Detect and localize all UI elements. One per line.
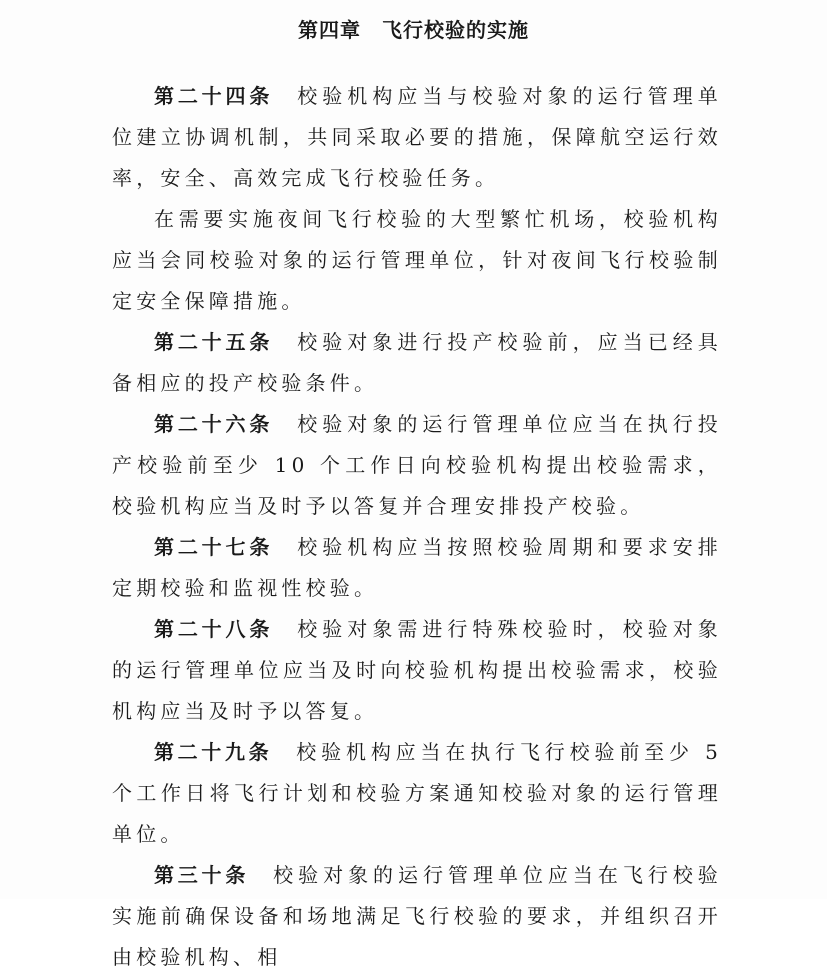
article-number: 第二十八条: [154, 617, 274, 641]
article-25: [112, 322, 722, 404]
article-text: 校验机构应当在执行飞行校验前至少 5 个工作日将飞行计划和校验方案通知校验对象的运行管理单位。: [112, 740, 723, 846]
article-24: [112, 76, 722, 199]
article-text: 校验对象需进行特殊校验时，校验对象的运行管理单位应当及时向校验机构提出校验需求，校验机构应当及时予以答复。: [112, 617, 723, 723]
article-number: 第二十四条: [154, 84, 274, 108]
article-number: 第二十七条: [154, 535, 274, 559]
article-text: 校验机构应当与校验对象的运行管理单位建立协调机制，共同采取必要的措施，保障航空运行效率，安全、高效完成飞行校验任务。: [112, 84, 723, 190]
article-number: 第二十五条: [154, 330, 274, 354]
article-text: 校验对象进行投产校验前，应当已经具备相应的投产校验条件。: [112, 330, 723, 395]
article-number: 第三十条: [154, 863, 250, 887]
document-body: [112, 76, 722, 978]
article-30: [112, 855, 722, 978]
article-28: [112, 609, 722, 732]
article-24-paragraph-2: 在需要实施夜间飞行校验的大型繁忙机场，校验机构应当会同校验对象的运行管理单位，针对夜间飞行校验制定安全保障措施。: [112, 207, 722, 313]
article-number: 第二十九条: [154, 740, 273, 764]
article-26: [112, 404, 722, 527]
article-29: [112, 732, 722, 855]
article-27: [112, 527, 722, 609]
article-text: 校验对象的运行管理单位应当在执行投产校验前至少 10 个工作日向校验机构提出校验需求，校验机构应当及时予以答复并合理安排投产校验。: [112, 412, 723, 518]
article-text: 校验机构应当按照校验周期和要求安排定期校验和监视性校验。: [112, 535, 723, 600]
chapter-title: 第四章 飞行校验的实施: [298, 18, 529, 42]
article-number: 第二十六条: [154, 412, 274, 436]
article-text: 校验对象的运行管理单位应当在飞行校验实施前确保设备和场地满足飞行校验的要求，并组织召开由校验机构、相: [112, 863, 722, 969]
